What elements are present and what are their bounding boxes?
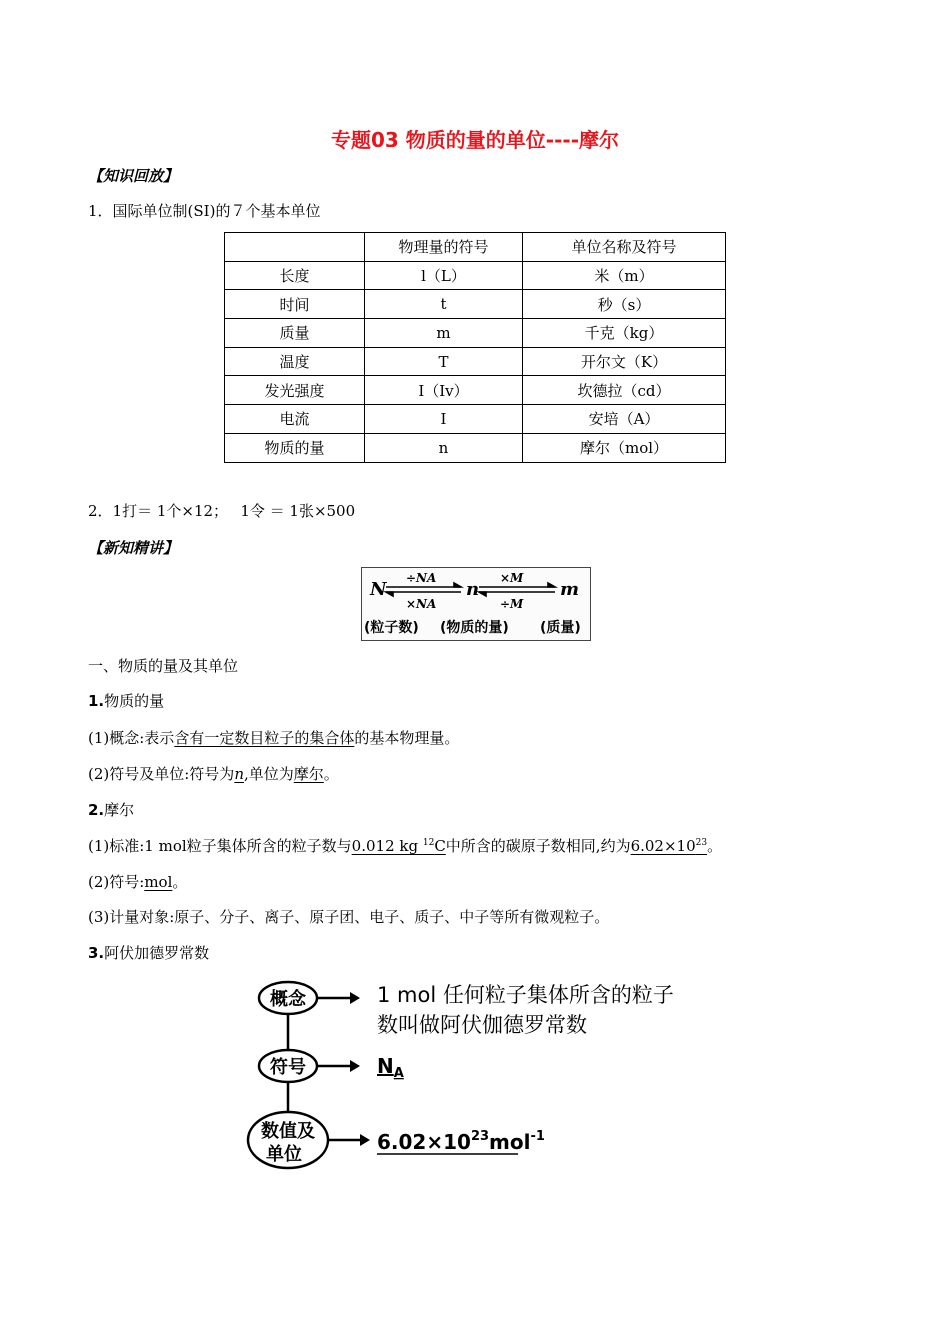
- table-cell: 温度: [225, 347, 365, 376]
- avogadro-diagram-svg: [240, 975, 710, 1175]
- table-cell: 安培（A）: [523, 405, 726, 434]
- text-span: C: [434, 837, 446, 855]
- sub-1-line-2: [88, 763, 339, 784]
- table-cell: 坎德拉（cd）: [523, 376, 726, 405]
- text-span: (2)符号:: [88, 873, 145, 891]
- sub-2-line-3: (3)计量对象:原子、分子、离子、原子团、电子、质子、中子等所有微观粒子。: [88, 908, 610, 926]
- text-span: 6.02×10: [630, 837, 696, 855]
- arrow-label-divide-m: ÷M: [500, 597, 524, 611]
- avogadro-concept-diagram: [240, 975, 710, 1175]
- node-label-value-line1: 数值及: [261, 1121, 315, 1142]
- table-row: [225, 261, 726, 290]
- text-span: (1)概念:表示: [88, 729, 175, 747]
- sub-2-line-1: [88, 835, 722, 856]
- table-header-cell: 单位名称及符号: [523, 233, 726, 262]
- formula-label-amount: (物质的量): [440, 620, 509, 636]
- table-cell: 物质的量: [225, 433, 365, 462]
- table-header-cell: 物理量的符号: [365, 233, 523, 262]
- conversion-formula-image: [361, 567, 591, 641]
- arrow-label-multiply-na: ×NA: [406, 597, 437, 611]
- arrow-label-multiply-m: ×M: [500, 571, 524, 585]
- text-span: 。: [707, 837, 723, 855]
- text-span: mol: [489, 1130, 531, 1154]
- table-cell: 摩尔（mol）: [523, 433, 726, 462]
- concept-text-line2: 数叫做阿伏伽德罗常数: [377, 1013, 587, 1037]
- table-header-cell: [225, 233, 365, 262]
- node-label-value-line2: 单位: [266, 1144, 302, 1165]
- superscript: -1: [530, 1129, 545, 1144]
- superscript: 12: [422, 838, 435, 848]
- text-span: 的基本物理量。: [354, 729, 460, 747]
- formula-label-mass: (质量): [540, 620, 581, 636]
- table-cell: 千克（kg）: [523, 319, 726, 348]
- table-row: [225, 290, 726, 319]
- underlined-answer: [352, 837, 446, 855]
- table-row: [225, 347, 726, 376]
- superscript: 23: [470, 1129, 490, 1144]
- formula-symbol-n-amount: n: [466, 579, 480, 600]
- table-row: [225, 433, 726, 462]
- sub-3-title: [88, 942, 209, 963]
- formula-symbol-m-mass: m: [560, 579, 580, 600]
- underlined-answer: [631, 837, 708, 855]
- underlined-answer: 摩尔: [293, 765, 324, 783]
- underlined-answer: n: [234, 765, 244, 783]
- sub-2-title: [88, 799, 134, 820]
- conversion-formula-svg: [362, 568, 590, 640]
- table-cell: n: [365, 433, 523, 462]
- text-span: 中所含的碳原子数相同,约为: [445, 837, 631, 855]
- table-row: [225, 376, 726, 405]
- table-cell: T: [365, 347, 523, 376]
- node-label-symbol: 符号: [270, 1057, 306, 1078]
- formula-label-particles: (粒子数): [364, 620, 419, 636]
- text-span: 。: [172, 873, 188, 891]
- table-cell: I（Iv）: [365, 376, 523, 405]
- concept-text-line1: 1 mol 任何粒子集体所含的粒子: [377, 983, 674, 1007]
- node-label-concept: 概念: [270, 989, 306, 1010]
- text-span: ,单位为: [243, 765, 294, 783]
- table-cell: I: [365, 405, 523, 434]
- section-heading-review: 【知识回放】: [88, 167, 179, 185]
- text-span: (2)符号及单位:符号为: [88, 765, 235, 783]
- page-title: 专题03 物质的量的单位----摩尔: [331, 128, 619, 152]
- sub-1-title: [88, 690, 164, 711]
- sub-3-number: 3.: [88, 944, 105, 962]
- sub-2-number: 2.: [88, 801, 105, 819]
- table-cell: 长度: [225, 261, 365, 290]
- underlined-answer: mol: [144, 873, 173, 891]
- table-row: [225, 405, 726, 434]
- value-text: [377, 1129, 545, 1154]
- item-1-si-units: 1．国际单位制(SI)的７个基本单位: [88, 202, 321, 220]
- sub-1-line-1: [88, 727, 459, 748]
- sub-2-line-2: [88, 871, 187, 892]
- sub-1-number: 1.: [88, 692, 105, 710]
- sub-2-text: 摩尔: [104, 801, 135, 819]
- arrow-head-icon: [350, 992, 370, 1146]
- table-header-row: [225, 233, 726, 262]
- table-cell: 米（m）: [523, 261, 726, 290]
- text-span: (1)标准:1 mol粒子集体所含的粒子数与: [88, 837, 352, 855]
- symbol-text: [377, 1054, 404, 1081]
- text-span: 0.012 kg: [351, 837, 419, 855]
- table-cell: 时间: [225, 290, 365, 319]
- item-2-counting-units: 2．1打＝ 1个×12； 1令 ＝ 1张×500: [88, 502, 356, 520]
- text-span: N: [377, 1054, 394, 1078]
- table-cell: l（L）: [365, 261, 523, 290]
- table-cell: 质量: [225, 319, 365, 348]
- formula-symbol-n-particles: N: [370, 579, 387, 600]
- sub-3-text: 阿伏加德罗常数: [104, 944, 210, 962]
- si-units-table: [224, 232, 726, 463]
- table-cell: t: [365, 290, 523, 319]
- arrow-label-divide-na: ÷NA: [406, 571, 437, 585]
- sub-1-text: 物质的量: [104, 692, 165, 710]
- underlined-answer: 含有一定数目粒子的集合体: [174, 729, 355, 747]
- table-cell: 开尔文（K）: [523, 347, 726, 376]
- part-1-title: 一、物质的量及其单位: [88, 657, 239, 675]
- section-heading-new-knowledge: 【新知精讲】: [88, 539, 179, 557]
- text-span: 6.02×10: [377, 1130, 471, 1154]
- table-cell: 秒（s）: [523, 290, 726, 319]
- table-cell: 发光强度: [225, 376, 365, 405]
- table-cell: m: [365, 319, 523, 348]
- superscript: 23: [695, 838, 708, 848]
- text-span: 。: [323, 765, 339, 783]
- table-row: [225, 319, 726, 348]
- table-cell: 电流: [225, 405, 365, 434]
- subscript: A: [393, 1066, 404, 1081]
